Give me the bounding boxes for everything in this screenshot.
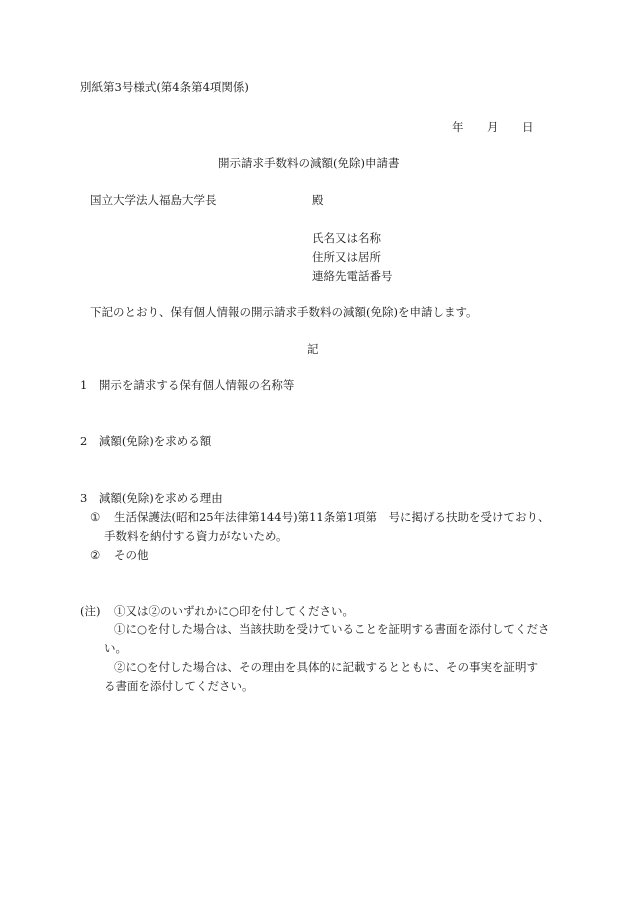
note-line-3: ②に○を付した場合は、その理由を具体的に記載するとともに、その事実を証明す bbox=[114, 660, 539, 674]
reason-1-mark: ① bbox=[90, 510, 101, 524]
note-line-2-continued: い。 bbox=[104, 641, 127, 655]
note-line-1: ①又は②のいずれかに○印を付してください。 bbox=[114, 604, 355, 618]
notes-label: (注) bbox=[80, 604, 101, 618]
applicant-phone-field: 連絡先電話番号 bbox=[312, 269, 393, 283]
addressee-name: 国立大学法人福島大学長 bbox=[90, 193, 217, 207]
reason-2-mark: ② bbox=[90, 548, 101, 562]
form-label: 別紙第3号様式(第4条第4項関係) bbox=[80, 80, 249, 94]
note-line-3-continued: る書面を添付してください。 bbox=[104, 679, 254, 693]
applicant-name-field: 氏名又は名称 bbox=[312, 231, 381, 245]
item-3: 3 減額(免除)を求める理由 bbox=[80, 491, 223, 505]
applicant-address-field: 住所又は居所 bbox=[312, 250, 381, 264]
ki-heading: 記 bbox=[307, 342, 319, 356]
date-year: 年 bbox=[452, 120, 464, 134]
item-1: 1 開示を請求する保有個人情報の名称等 bbox=[80, 378, 295, 392]
date-month: 月 bbox=[487, 120, 499, 134]
item-2: 2 減額(免除)を求める額 bbox=[80, 434, 212, 448]
date-day: 日 bbox=[522, 120, 534, 134]
intro-text: 下記のとおり、保有個人情報の開示請求手数料の減額(免除)を申請します。 bbox=[90, 305, 478, 319]
addressee-honorific: 殿 bbox=[312, 193, 324, 207]
reason-2-text: その他 bbox=[114, 548, 149, 562]
reason-1-text: 生活保護法(昭和25年法律第144号)第11条第1項第 号に掲げる扶助を受けており、 bbox=[114, 510, 550, 524]
note-line-2: ①に○を付した場合は、当該扶助を受けていることを証明する書面を添付してくださ bbox=[114, 622, 550, 636]
document-title: 開示請求手数料の減額(免除)申請書 bbox=[218, 156, 400, 170]
reason-1-text-continued: 手数料を納付する資力がないため。 bbox=[104, 529, 288, 543]
